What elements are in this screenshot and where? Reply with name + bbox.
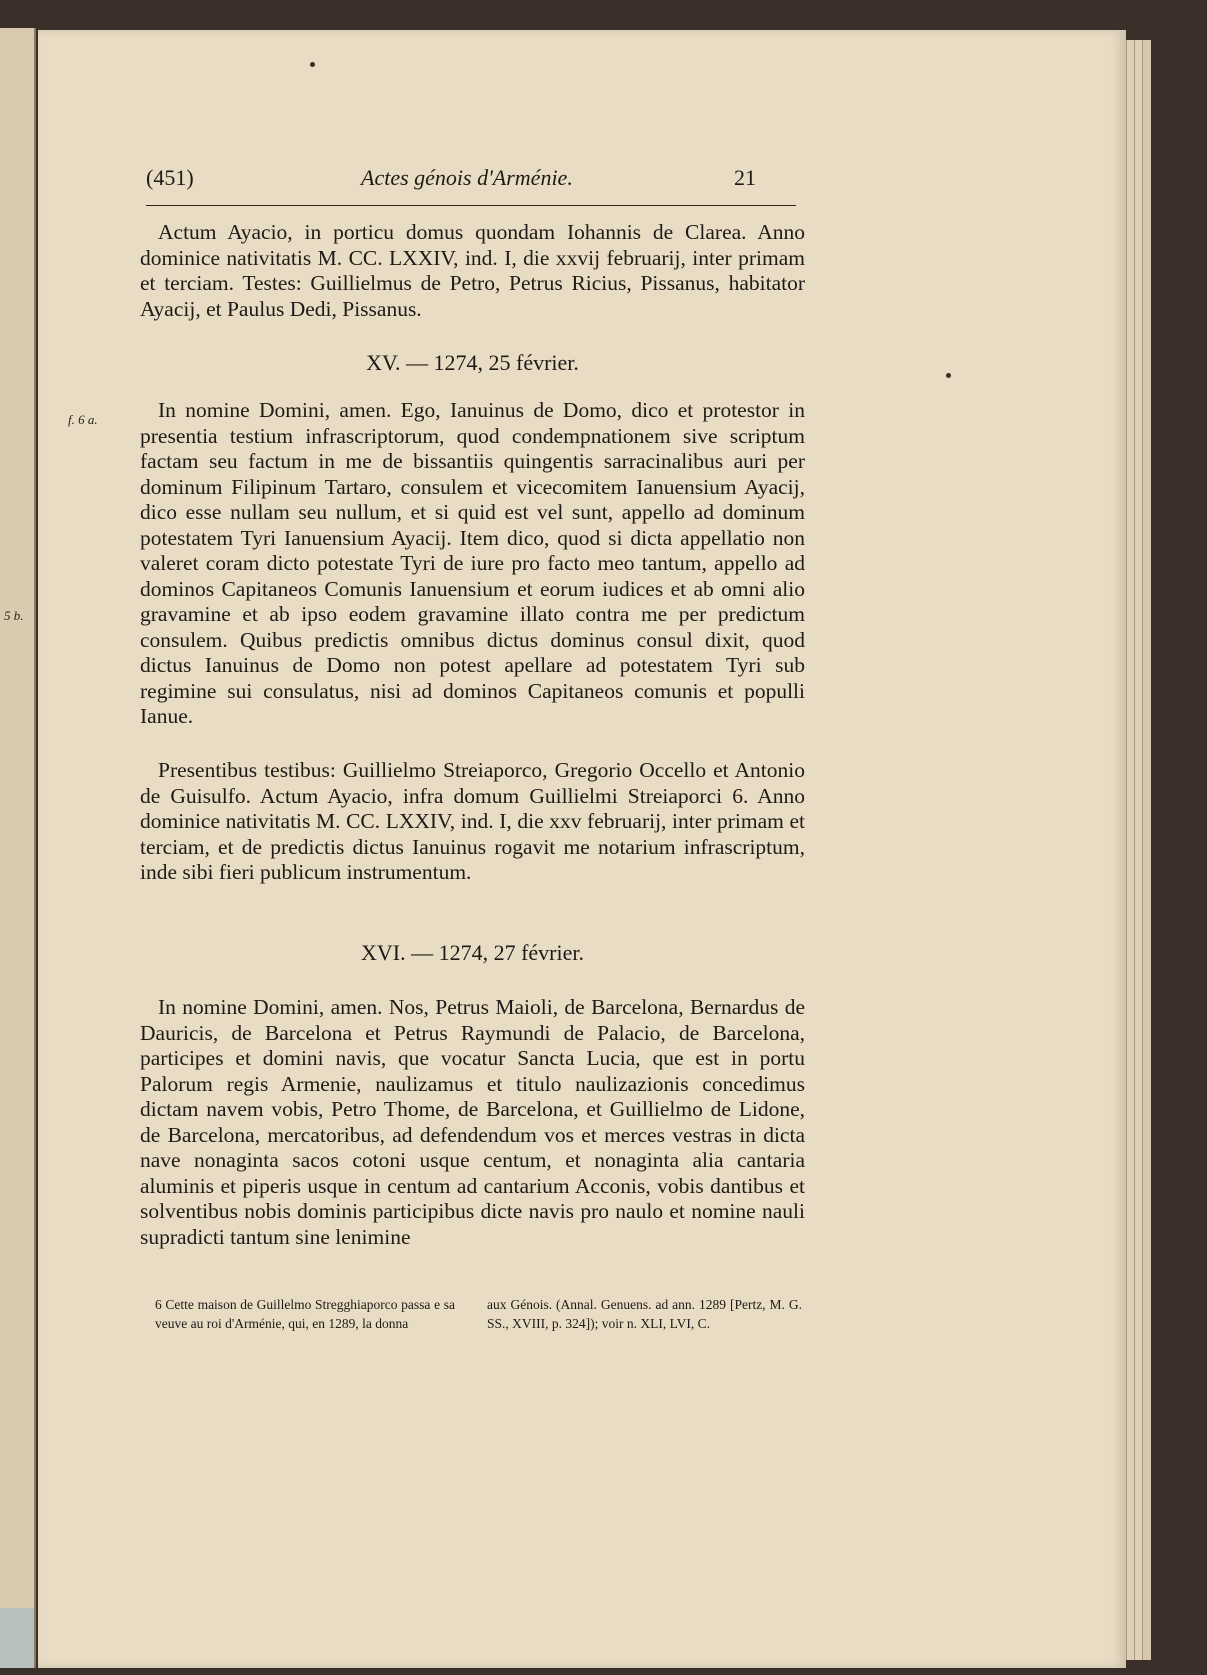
- footnote-6-right: aux Génois. (Annal. Genuens. ad ann. 1289 [Pertz, M. G. SS., XVIII, p. 324]); voir n. XLI, LVI, C.: [487, 1297, 802, 1331]
- running-header: [146, 165, 796, 205]
- ink-speck: [310, 62, 315, 67]
- section-heading-xvi: XVI. — 1274, 27 février.: [360, 940, 584, 965]
- paragraph-ianuinus: [140, 398, 805, 730]
- ink-speck: [946, 373, 951, 378]
- left-page-edge: [0, 28, 36, 1668]
- margin-note-folio-6a: f. 6 a.: [68, 412, 98, 427]
- binding-cloth: [0, 1608, 34, 1668]
- margin-note-folio-5b: 5 b.: [4, 608, 24, 623]
- paragraph-text: In nomine Domini, amen. Ego, Ianuinus de Domo, dico et protestor in presentia testium infrascriptorum, quod condempnationem sive scriptum factam seu factum in me de bissantiis quingentis sarracinalibus auri per dominum Filipinum Tartaro, consulem et vicecomitem Ianuensium Ayacij, dico esse nullam seu nullum, et si quid est vel sunt, appello ad dominum potestatem Tyri Ianuensium Ayacij. Item dico, quod si dicta appellatio non valeret coram dicto potestate Tyri de iure pro facto meo tantum, appello ad dominos Capitaneos Comunis Ianuensium et eorum iudices et ab omni alio gravamine et ab ipso eodem gravamine illato contra me per predictum consulem. Quibus predictis omnibus dictus dominus consul dixit, quod dictus Ianuinus de Domo non potest apellare ad potestatem Tyri sub regimine sui consulatus, nisi ad dominos Capitaneos comunis et populli Ianue.: [140, 398, 805, 728]
- paragraph-naulizamus: [140, 995, 805, 1250]
- page-stack-edge: [1142, 40, 1151, 1660]
- page-number: (451): [146, 165, 194, 190]
- paragraph-text: Actum Ayacio, in porticu domus quondam Iohannis de Clarea. Anno dominice nativitatis M. CC. LXXIV, ind. I, die xxvij februarij, inter primam et terciam. Testes: Guillielmus de Petro, Petrus Ricius, Pissanus, habitator Ayacij, et Paulus Dedi, Pissanus.: [140, 220, 805, 321]
- section-heading-xv: XV. — 1274, 25 février.: [366, 350, 579, 375]
- running-title: Actes génois d'Arménie.: [361, 165, 573, 190]
- paragraph-actum-clarea: [140, 220, 805, 322]
- paragraph-text: In nomine Domini, amen. Nos, Petrus Maioli, de Barcelona, Bernardus de Dauricis, de Barcelona et Petrus Raymundi de Palacio, de Barcelona, participes et domini navis, que vocatur Sancta Lucia, que est in portu Palorum regis Armenie, naulizamus et titulo naulizazionis concedimus dictam navem vobis, Petro Thome, de Barcelona, et Guillielmo de Lidone, de Barcelona, mercatoribus, ad defendendum vos et merces vestras in dicta nave nonaginta sacos cotoni usque centum, et nonaginta alia cantaria aluminis et piperis usque in centum ad cantarium Acconis, vobis dantibus et solventibus nobis dominis participibus dicte navis pro naulo et nomine nauli supradicti tantum sine lenimine: [140, 995, 805, 1249]
- paragraph-testibus: [140, 758, 805, 886]
- folio-number: 21: [734, 165, 756, 190]
- footnote-6-left: 6 Cette maison de Guillelmo Stregghiaporco passa e sa veuve au roi d'Arménie, qui, en 1289, la donna: [155, 1297, 455, 1331]
- header-rule: [146, 205, 796, 206]
- paragraph-text: Presentibus testibus: Guillielmo Streiaporco, Gregorio Occello et Antonio de Guisulfo. Actum Ayacio, infra domum Guillielmi Streiaporci 6. Anno dominice nativitatis M. CC. LXXIV, ind. I, die xxv februarij, inter primam et terciam, et de predictis dictus Ianuinus rogavit me notarium infrascriptum, inde sibi fieri publicum instrumentum.: [140, 758, 805, 884]
